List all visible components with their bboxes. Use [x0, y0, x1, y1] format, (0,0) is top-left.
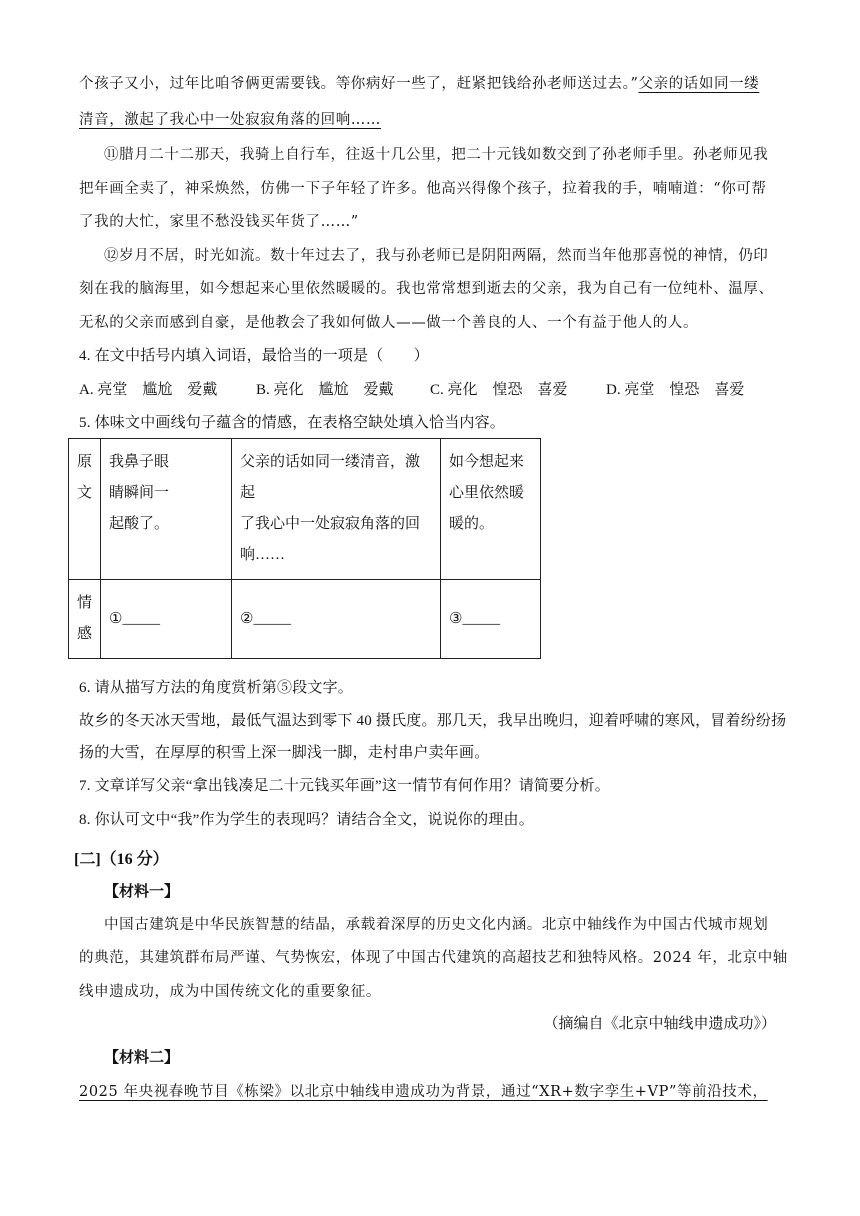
- paragraph-12-line: 刻在我的脑海里，如今想起来心里依然暖暖的。我也常常想到逝去的父亲，我为自己有一位纯朴、温厚、: [79, 281, 774, 297]
- option-c[interactable]: C. 亮化 惶恐 喜爱: [430, 382, 568, 398]
- row-head-original: 原 文: [69, 439, 101, 580]
- question-6: 6. 请从描写方法的角度赏析第⑤段文字。: [79, 680, 354, 696]
- question-7: 7. 文章详写父亲“拿出钱凑足二十元钱买年画”这一情节有何作用？请简要分析。: [79, 778, 610, 794]
- paragraph-12-line: 无私的父亲而感到自豪，是他教会了我如何做人——做一个善良的人、一个有益于他人的人。: [79, 315, 699, 331]
- paragraph-11-line: 了我的大忙，家里不愁没钱买年货了……”: [79, 214, 359, 230]
- emotion-table: [68, 438, 541, 659]
- question-4: 4. 在文中括号内填入词语，最恰当的一项是（ ）: [79, 348, 430, 364]
- answer-blank-3[interactable]: ③_____: [441, 580, 541, 659]
- underlined-sentence: 父亲的话如同一缕: [638, 76, 760, 92]
- material-1-source: （摘编自《北京中轴线申遗成功》）: [543, 1016, 776, 1032]
- material-1-line: 中国古建筑是中华民族智慧的结晶，承载着深厚的历史文化内涵。北京中轴线作为中国古代城市规划: [104, 917, 769, 933]
- answer-blank-1[interactable]: ①_____: [101, 580, 232, 659]
- material-2-label: 【材料二】: [104, 1050, 180, 1066]
- quoted-paragraph-line: 扬的大雪，在厚厚的积雪上深一脚浅一脚，走村串户卖年画。: [79, 745, 490, 761]
- answer-blank-2[interactable]: ②_____: [232, 580, 441, 659]
- option-d[interactable]: D. 亮堂 惶恐 喜爱: [606, 382, 745, 398]
- passage-line: [79, 72, 759, 93]
- material-1-line: 线申遗成功，成为中国传统文化的重要象征。: [79, 984, 381, 1000]
- material-2-line: 2025 年央视春晚节目《栋梁》以北京中轴线申遗成功为背景，通过“XR+数字孪生+VP”等前沿技术，: [79, 1084, 768, 1100]
- underlined-sentence: 清音，激起了我心中一处寂寂角落的回响……: [79, 112, 381, 128]
- section-heading: [二]（16 分）: [74, 851, 169, 868]
- question-5: 5. 体味文中画线句子蕴含的情感，在表格空缺处填入恰当内容。: [79, 415, 506, 431]
- row-head-emotion: 情 感: [69, 580, 101, 659]
- table-cell: 我鼻子眼 睛瞬间一 起酸了。: [101, 439, 232, 580]
- question-8: 8. 你认可文中“我”作为学生的表现吗？请结合全文，说说你的理由。: [79, 812, 534, 828]
- table-row: [69, 439, 541, 580]
- option-a[interactable]: A. 亮堂 尴尬 爱戴: [79, 382, 218, 398]
- table-row: [69, 580, 541, 659]
- material-1-label: 【材料一】: [104, 884, 180, 900]
- paragraph-11-line: 把年画全卖了，神采焕然，仿佛一下子年轻了许多。他高兴得像个孩子，拉着我的手，喃喃道：“你可帮: [79, 181, 767, 197]
- table-cell: 如今想起来 心里依然暖 暖的。: [441, 439, 541, 580]
- quoted-paragraph-line: 故乡的冬天冰天雪地，最低气温达到零下 40 摄氏度。那几天，我早出晚归，迎着呼啸的寒风，冒着纷纷扬: [79, 713, 787, 729]
- passage-text: 个孩子又小，过年比咱爷俩更需要钱。等你病好一些了，赶紧把钱给孙老师送过去。”: [79, 76, 639, 92]
- paragraph-11-line: ⑪腊月二十二那天，我骑上自行车，往返十几公里，把二十元钱如数交到了孙老师手里。孙老师见我: [104, 147, 769, 163]
- paragraph-12-line: ⑫岁月不居，时光如流。数十年过去了，我与孙老师已是阴阳两隔，然而当年他那喜悦的神情，仍印: [104, 248, 769, 264]
- material-1-line: 的典范，其建筑群布局严谨、气势恢宏，体现了中国古代建筑的高超技艺和独特风格。2024 年，北京中轴: [79, 950, 788, 966]
- table-cell: 父亲的话如同一缕清音，激起 了我心中一处寂寂角落的回 响……: [232, 439, 441, 580]
- option-b[interactable]: B. 亮化 尴尬 爱戴: [256, 382, 394, 398]
